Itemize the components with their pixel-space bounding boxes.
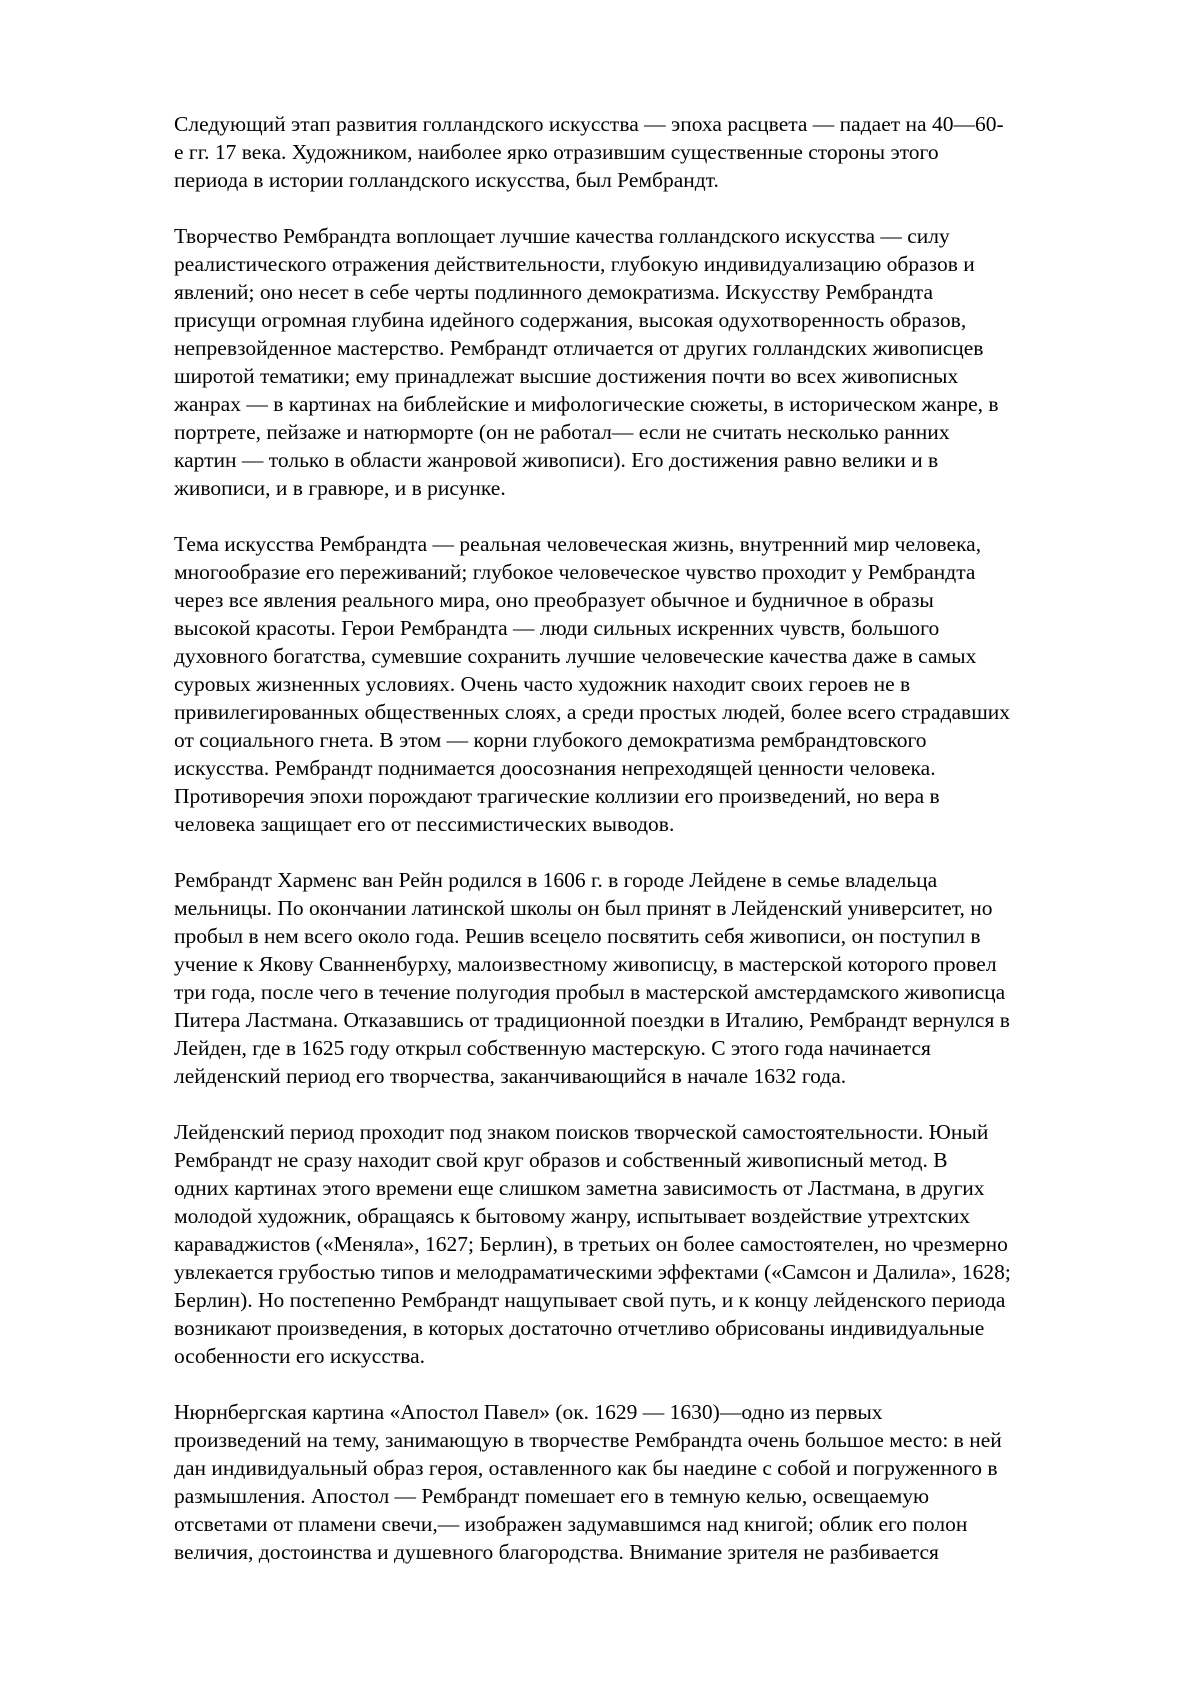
text-line: портрете, пейзаже и натюрморте (он не работал— если не считать несколько ранних [174,420,950,444]
text-line: лейденский период его творчества, заканчивающийся в начале 1632 года. [174,1064,847,1088]
text-line: человека защищает его от пессимистических выводов. [174,812,675,836]
text-line: три года, после чего в течение полугодия пробыл в мастерской амстердамского живописца [174,980,1006,1004]
text-line: караваджистов («Меняла», 1627; Берлин), в третьих он более самостоятелен, но чрезмерно [174,1232,1008,1256]
text-line: широтой тематики; ему принадлежат высшие достижения почти во всех живописных [174,364,959,388]
text-line: Питера Ластмана. Отказавшись от традиционной поездки в Италию, Рембрандт вернулся в [174,1008,1010,1032]
text-line: привилегированных общественных слоях, а среди простых людей, более всего страдавших [174,700,1011,724]
text-line: от социального гнета. В этом — корни глубокого демократизма рембрандтовского [174,728,927,752]
text-line: Следующий этап развития голландского искусства — эпоха расцвета — падает на 40—60- [174,112,1004,136]
text-line: Противоречия эпохи порождают трагические коллизии его произведений, но вера в [174,784,940,808]
text-line: величия, достоинства и душевного благородства. Внимание зрителя не разбивается [174,1540,939,1564]
text-line: размышления. Апостол — Рембрандт помешает его в темную келью, освещаемую [174,1484,930,1508]
text-line: жанрах — в картинах на библейские и мифологические сюжеты, в историческом жанре, в [174,392,999,416]
text-line: периода в истории голландского искусства, был Рембрандт. [174,168,719,192]
text-line: пробыл в нем всего около года. Решив всецело посвятить себя живописи, он поступил в [174,924,981,948]
text-line: Лейден, где в 1625 году открыл собственную мастерскую. С этого года начинается [174,1036,931,1060]
paragraph-5 [174,1118,1136,1370]
text-line: возникают произведения, в которых достаточно отчетливо обрисованы индивидуальные [174,1316,985,1340]
text-line: живописи, и в гравюре, и в рисунке. [174,476,506,500]
paragraph-3 [174,530,1136,838]
text-line: Тема искусства Рембрандта — реальная человеческая жизнь, внутренний мир человека, [174,532,982,556]
text-line: одних картинах этого времени еще слишком заметна зависимость от Ластмана, в других [174,1176,985,1200]
text-line: картин — только в области жанровой живописи). Его достижения равно велики и в [174,448,939,472]
text-line: мельницы. По окончании латинской школы он был принят в Лейденский университет, но [174,896,993,920]
text-line: непревзойденное мастерство. Рембрандт отличается от других голландских живописцев [174,336,984,360]
text-line: духовного богатства, сумевшие сохранить лучшие человеческие качества даже в самых [174,644,977,668]
text-line: увлекается грубостью типов и мелодраматическими эффектами («Самсон и Далила», 1628; [174,1260,1011,1284]
text-line: молодой художник, обращаясь к бытовому жанру, испытывает воздействие утрехтских [174,1204,971,1228]
text-line: Творчество Рембрандта воплощает лучшие качества голландского искусства — силу [174,224,950,248]
text-line: отсветами от пламени свечи,— изображен задумавшимся над книгой; облик его полон [174,1512,968,1536]
text-line: е гг. 17 века. Художником, наиболее ярко отразившим существенные стороны этого [174,140,939,164]
document-page [174,110,1136,1594]
text-line: Нюрнбергская картина «Апостол Павел» (ок. 1629 — 1630)—одно из первых [174,1400,883,1424]
text-line: высокой красоты. Герои Рембрандта — люди сильных искренних чувств, большого [174,616,940,640]
text-line: Рембрандт не сразу находит свой круг образов и собственный живописный метод. В [174,1148,948,1172]
text-line: Лейденский период проходит под знаком поисков творческой самостоятельности. Юный [174,1120,989,1144]
text-line: искусства. Рембрандт поднимается доосознания непреходящей ценности человека. [174,756,936,780]
paragraph-4 [174,866,1136,1090]
text-line: особенности его искусства. [174,1344,426,1368]
text-line: через все явления реального мира, оно преобразует обычное и будничное в образы [174,588,934,612]
text-line: Берлин). Но постепенно Рембрандт нащупывает свой путь, и к концу лейденского периода [174,1288,1006,1312]
paragraph-1 [174,110,1136,194]
text-line: многообразие его переживаний; глубокое человеческое чувство проходит у Рембрандта [174,560,976,584]
text-line: реалистического отражения действительности, глубокую индивидуализацию образов и [174,252,975,276]
text-line: учение к Якову Сванненбурху, малоизвестному живописцу, в мастерской которого провел [174,952,997,976]
text-line: суровых жизненных условиях. Очень часто художник находит своих героев не в [174,672,911,696]
text-line: дан индивидуальный образ героя, оставленного как бы наедине с собой и погруженного в [174,1456,998,1480]
paragraph-2 [174,222,1136,502]
text-line: присущи огромная глубина идейного содержания, высокая одухотворенность образов, [174,308,967,332]
text-line: Рембрандт Харменс ван Рейн родился в 1606 г. в городе Лейдене в семье владельца [174,868,938,892]
text-line: явлений; оно несет в себе черты подлинного демократизма. Искусству Рембрандта [174,280,933,304]
paragraph-6 [174,1398,1136,1566]
text-line: произведений на тему, занимающую в творчестве Рембрандта очень большое место: в ней [174,1428,1002,1452]
